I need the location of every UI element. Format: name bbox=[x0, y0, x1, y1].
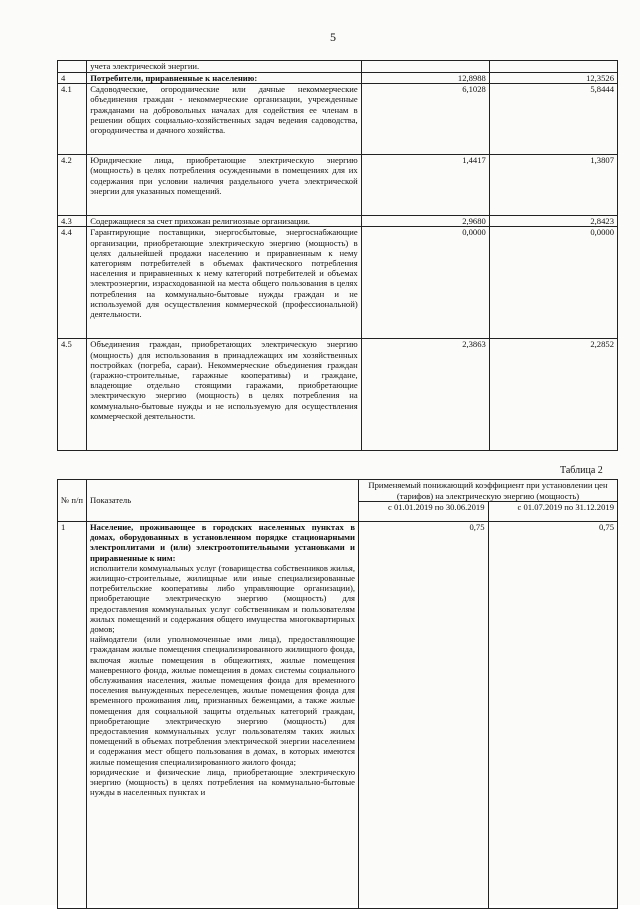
row-text: Садоводческие, огороднические или дачные некоммерческие объединения граждан - некоммерческие организации, учрежденные гражданами на добровольных началах для содействия ее членам в решении общих социально-хозяйственных задач ведения садоводства, огородничества и дачного хозяйства. bbox=[87, 84, 361, 155]
table-row bbox=[58, 61, 618, 73]
row-number: 4.5 bbox=[58, 339, 87, 451]
value-period-1: 2,3863 bbox=[361, 339, 489, 451]
value-period-1: 1,4417 bbox=[361, 155, 489, 216]
header-indicator: Показатель bbox=[87, 480, 359, 522]
row-paragraph: исполнители коммунальных услуг (товарищества собственников жилья, жилищно-строительные, жилищные или иные специализированные потребительские кооперативы либо управляющие организации), приобретающие электрическую энергию (мощность) для предоставления коммунальных услуг собственникам и пользователям жилых помещений и содержания общего имущества многоквартирных домов; bbox=[90, 562, 355, 635]
row-text: Гарантирующие поставщики, энергосбытовые, энергоснабжающие организации, приобретающие электрическую энергию (мощность) в целях дальнейшей продажи населению и приравненным к нему категориям потребителей в объемах фактического потребления населения и приравненных к нему категорий потребителей и объемах электроэнергии, израсходованной на места общего пользования в целях потребления на коммунально-бытовые нужды граждан и не используемой для осуществления коммерческой (профессиональной) деятельности. bbox=[87, 227, 361, 339]
tariff-table-1 bbox=[57, 60, 618, 451]
header-period-1: с 01.01.2019 по 30.06.2019 bbox=[359, 502, 489, 522]
row-number: 4.1 bbox=[58, 84, 87, 155]
value-period-1: 0,75 bbox=[359, 522, 489, 909]
header-row bbox=[58, 480, 618, 502]
coefficient-table-2 bbox=[57, 479, 618, 909]
table-row bbox=[58, 73, 618, 84]
value-period-2: 2,8423 bbox=[489, 216, 617, 227]
value-period-2: 12,3526 bbox=[489, 73, 617, 84]
value-period-2: 1,3807 bbox=[489, 155, 617, 216]
row-text: учета электрической энергии. bbox=[87, 61, 361, 73]
row-text: Объединения граждан, приобретающих электрическую энергию (мощность) для использования в принадлежащих им хозяйственных постройках (погреба, сараи). Некоммерческие объединения граждан (гаражно-строительные, гаражные кооперативы) и граждане, владеющие отдельно стоящими гаражами, приобретающие электрическую энергию (мощность) в целях потребления на коммунально-бытовые нужды и не используемую для осуществления коммерческой деятельности. bbox=[87, 339, 361, 451]
table-row bbox=[58, 522, 618, 909]
table-row bbox=[58, 227, 618, 339]
table-row bbox=[58, 155, 618, 216]
row-number: 1 bbox=[58, 522, 87, 909]
value-period-1: 0,0000 bbox=[361, 227, 489, 339]
header-applied-coefficient: Применяемый понижающий коэффициент при установлении цен (тарифов) на электрическую энергию (мощность) bbox=[359, 480, 618, 502]
value-period-2: 5,8444 bbox=[489, 84, 617, 155]
value-period-2: 0,0000 bbox=[489, 227, 617, 339]
row-number: 4.4 bbox=[58, 227, 87, 339]
row-number: 4 bbox=[58, 73, 87, 84]
row-number: 4.2 bbox=[58, 155, 87, 216]
table-row bbox=[58, 216, 618, 227]
header-num: № п/п bbox=[58, 480, 87, 522]
value-period-2: 2,2852 bbox=[489, 339, 617, 451]
page-number: 5 bbox=[330, 30, 336, 44]
row-number: 4.3 bbox=[58, 216, 87, 227]
header-period-2: с 01.07.2019 по 31.12.2019 bbox=[488, 502, 618, 522]
row-text: Потребители, приравненные к населению: bbox=[87, 73, 361, 84]
value-period-2: 0,75 bbox=[488, 522, 618, 909]
value-period-1: 6,1028 bbox=[361, 84, 489, 155]
row-text: Содержащиеся за счет прихожан религиозные организации. bbox=[87, 216, 361, 227]
row-paragraph: юридические и физические лица, приобретающие электрическую энергию (мощность) в целях потребления на коммунально-бытовые нужды в населенных пунктах и bbox=[90, 766, 355, 798]
row-heading: Население, проживающее в городских населенных пунктах в домах, оборудованных в установленном порядке стационарными электроплитами и (или) электроотопительными установками и приравненные к ним: bbox=[90, 522, 355, 563]
value-period-1: 12,8988 bbox=[361, 73, 489, 84]
value-period-1: 2,9680 bbox=[361, 216, 489, 227]
table-caption: Таблица 2 bbox=[560, 465, 603, 476]
table-row bbox=[58, 84, 618, 155]
row-text bbox=[87, 522, 359, 909]
row-paragraph: наймодатели (или уполномоченные ими лица), предоставляющие гражданам жилые помещения специализированного жилищного фонда, включая жилые помещения в общежитиях, жилые помещения маневренного фонда, жилые помещения в домах системы социального обслуживания населения, жилые помещения фонда для временного поселения вынужденных переселенцев, жилые помещения фонда для временного проживания лиц, признанных беженцами, а также жилые помещения для социальной защиты отдельных категорий граждан, приобретающие электрическую энергию (мощность) для предоставления коммунальных услуг пользователям таких жилых помещений в объемах потребления электрической энергии населением и содержания мест общего пользования в домах, в которых имеются жилые помещения специализированного жилого фонда; bbox=[90, 634, 355, 767]
row-text: Юридические лица, приобретающие электрическую энергию (мощность) в целях потребления осужденными в помещениях для их содержания при условии наличия раздельного учета электрической энергии для указанных помещений. bbox=[87, 155, 361, 216]
table-row bbox=[58, 339, 618, 451]
